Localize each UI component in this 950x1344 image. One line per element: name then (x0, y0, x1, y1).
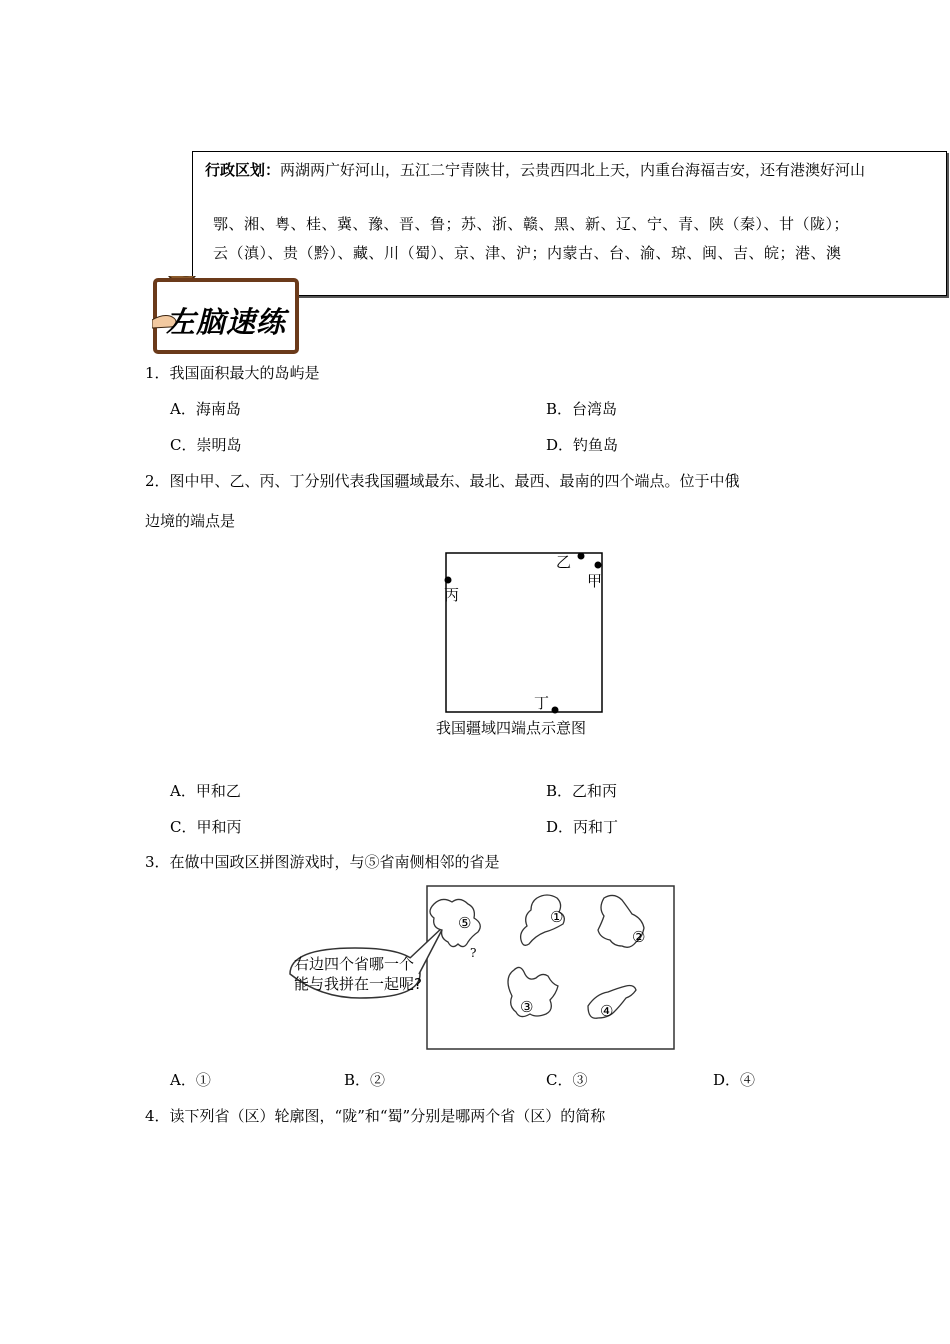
tip-abbr-line-2: 云（滇）、贵（黔）、藏、川（蜀）、京、津、沪；内蒙古、台、渝、琼、闽、吉、皖；港、澳 (213, 244, 842, 262)
q2-option-b[interactable]: B．乙和丙 (546, 782, 618, 800)
q1-option-c[interactable]: C．崇明岛 (170, 436, 242, 454)
q2-stem-line-2: 边境的端点是 (145, 512, 236, 530)
question-mark: ? (470, 946, 477, 960)
q3-option-a[interactable]: A．① (170, 1071, 211, 1089)
province-4-label: ④ (600, 1002, 614, 1020)
q1-option-b[interactable]: B．台湾岛 (546, 400, 618, 418)
q2-endpoint-map (430, 548, 620, 743)
province-1-label: ① (550, 908, 564, 926)
point-bing (445, 577, 452, 584)
q1-stem: 1．我国面积最大的岛屿是 (145, 364, 320, 382)
province-5-label: ⑤ (458, 914, 472, 932)
q2-stem-line-1: 2．图中甲、乙、丙、丁分别代表我国疆域最东、最北、最西、最南的四个端点。位于中俄 (145, 472, 740, 490)
tip-abbr-line-1: 鄂、湘、粤、桂、冀、豫、晋、鲁；苏、浙、赣、黑、新、辽、宁、青、陕（秦）、甘（陇）； (213, 215, 850, 233)
banner-title: 左脑速练 (166, 305, 287, 339)
q2-option-a[interactable]: A．甲和乙 (170, 782, 241, 800)
label-jia: 甲 (587, 572, 603, 590)
left-brain-banner (152, 276, 300, 356)
q4-stem: 4．读下列省（区）轮廓图，“陇”和“蜀”分别是哪两个省（区）的简称 (145, 1107, 606, 1125)
label-yi: 乙 (556, 553, 572, 571)
q1-option-a[interactable]: A．海南岛 (170, 400, 241, 418)
speech-bubble-text (294, 954, 422, 994)
q3-option-c[interactable]: C．③ (546, 1071, 588, 1089)
q3-option-b[interactable]: B．② (344, 1071, 386, 1089)
q3-stem: 3．在做中国政区拼图游戏时，与⑤省南侧相邻的省是 (145, 853, 500, 871)
province-2-label: ② (632, 928, 646, 946)
bubble-line-1: 右边四个省哪一个 (294, 955, 415, 973)
province-3-label: ③ (520, 998, 534, 1016)
map-caption: 我国疆域四端点示意图 (436, 719, 587, 737)
tip-mnemonic: 两湖两广好河山，五江二宁青陕甘，云贵西四北上天，内重台海福吉安，还有港澳好河山 (280, 161, 866, 179)
map-frame (446, 553, 602, 712)
tip-mnemonic-line (205, 156, 935, 185)
tip-heading: 行政区划： (205, 161, 281, 179)
q3-puzzle-figure (282, 884, 677, 1052)
point-ding (552, 707, 559, 714)
q2-option-d[interactable]: D．丙和丁 (546, 818, 619, 836)
label-ding: 丁 (534, 694, 550, 712)
tip-box (192, 151, 947, 296)
label-bing: 丙 (444, 586, 460, 604)
q1-option-d[interactable]: D．钓鱼岛 (546, 436, 619, 454)
q2-option-c[interactable]: C．甲和丙 (170, 818, 242, 836)
point-jia (595, 562, 602, 569)
bubble-line-2: 能与我拼在一起呢? (294, 975, 422, 993)
point-yi (578, 553, 585, 560)
q3-option-d[interactable]: D．④ (713, 1071, 756, 1089)
